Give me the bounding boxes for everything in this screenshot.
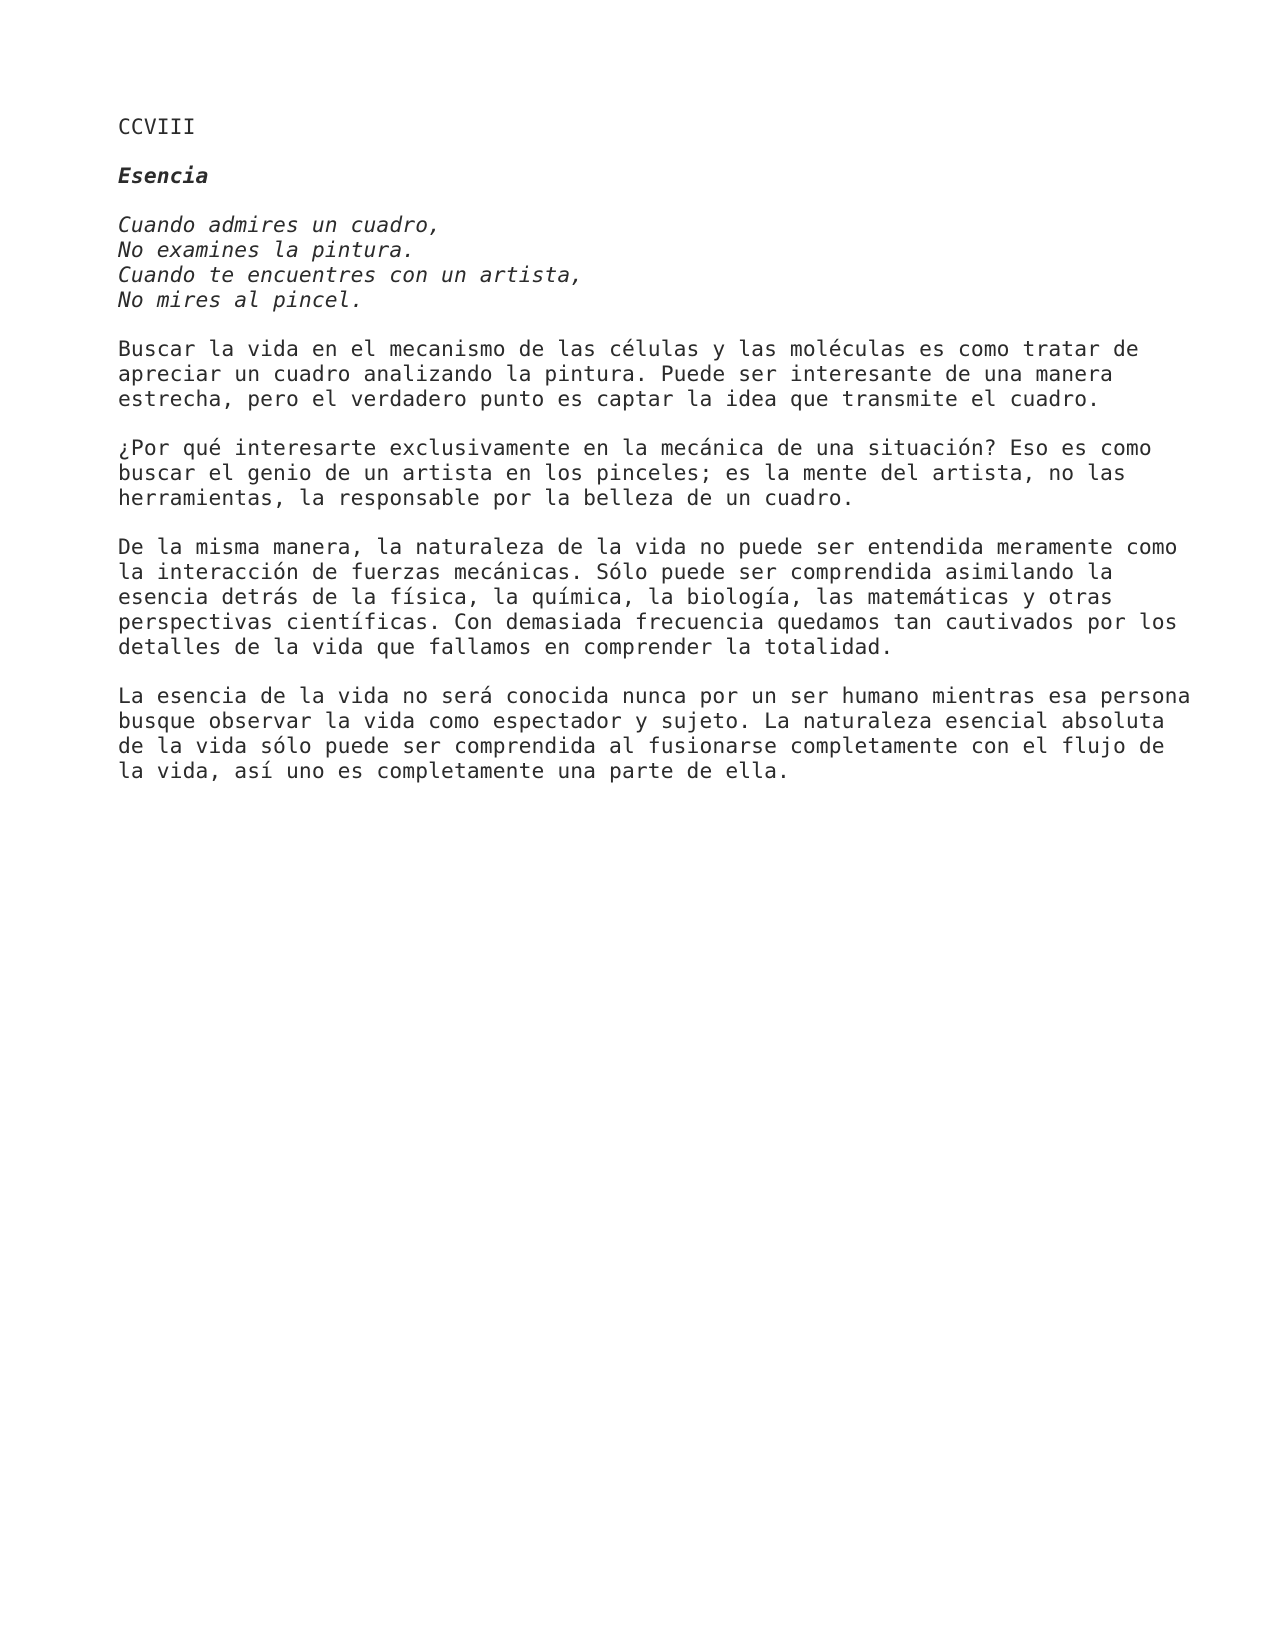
paragraph-line: Buscar la vida en el mecanismo de las células y las moléculas es como tratar de [118, 337, 1139, 362]
paragraph-line: apreciar un cuadro analizando la pintura. Puede ser interesante de una manera [118, 362, 1113, 387]
paragraph-line: ¿Por qué interesarte exclusivamente en la mecánica de una situación? Eso es como [118, 436, 1152, 461]
paragraph-line: De la misma manera, la naturaleza de la vida no puede ser entendida meramente como [118, 535, 1178, 560]
paragraph-line: de la vida sólo puede ser comprendida al fusionarse completamente con el flujo de [118, 734, 1165, 759]
spacer [118, 412, 1178, 436]
verse-line: No examines la pintura. [118, 238, 416, 263]
paragraph-line: buscar el genio de un artista en los pinceles; es la mente del artista, no las [118, 461, 1126, 486]
paragraph-line: la vida, así uno es completamente una parte de ella. [118, 759, 790, 784]
spacer [118, 189, 1178, 213]
paragraph-line: detalles de la vida que fallamos en comprender la totalidad. [118, 635, 894, 660]
spacer [118, 511, 1178, 535]
spacer [118, 313, 1178, 337]
spacer [118, 660, 1178, 684]
paragraph-4 [118, 684, 1191, 784]
verse-block [118, 213, 1178, 313]
verse-line: Cuando te encuentres con un artista, [118, 263, 584, 288]
paragraph-line: busque observar la vida como espectador y sujeto. La naturaleza esencial absoluta [118, 709, 1165, 734]
spacer [118, 140, 1178, 164]
paragraph-line: herramientas, la responsable por la belleza de un cuadro. [118, 486, 855, 511]
paragraph-line: La esencia de la vida no será conocida nunca por un ser humano mientras esa persona [118, 684, 1191, 709]
paragraph-1 [118, 337, 1178, 412]
paragraph-3 [118, 535, 1178, 660]
verse-line: Cuando admires un cuadro, [118, 213, 442, 238]
paragraph-line: estrecha, pero el verdadero punto es captar la idea que transmite el cuadro. [118, 387, 1101, 412]
poem-title: Esencia [118, 164, 209, 189]
paragraph-line: la interacción de fuerzas mecánicas. Sólo puede ser comprendida asimilando la [118, 560, 1113, 585]
paragraph-line: perspectivas científicas. Con demasiada frecuencia quedamos tan cautivados por los [118, 610, 1178, 635]
document-body [118, 115, 1191, 784]
chapter-numeral: CCVIII [118, 115, 196, 140]
paragraph-line: esencia detrás de la física, la química, la biología, las matemáticas y otras [118, 585, 1113, 610]
paragraph-2 [118, 436, 1178, 511]
verse-line: No mires al pincel. [118, 288, 364, 313]
